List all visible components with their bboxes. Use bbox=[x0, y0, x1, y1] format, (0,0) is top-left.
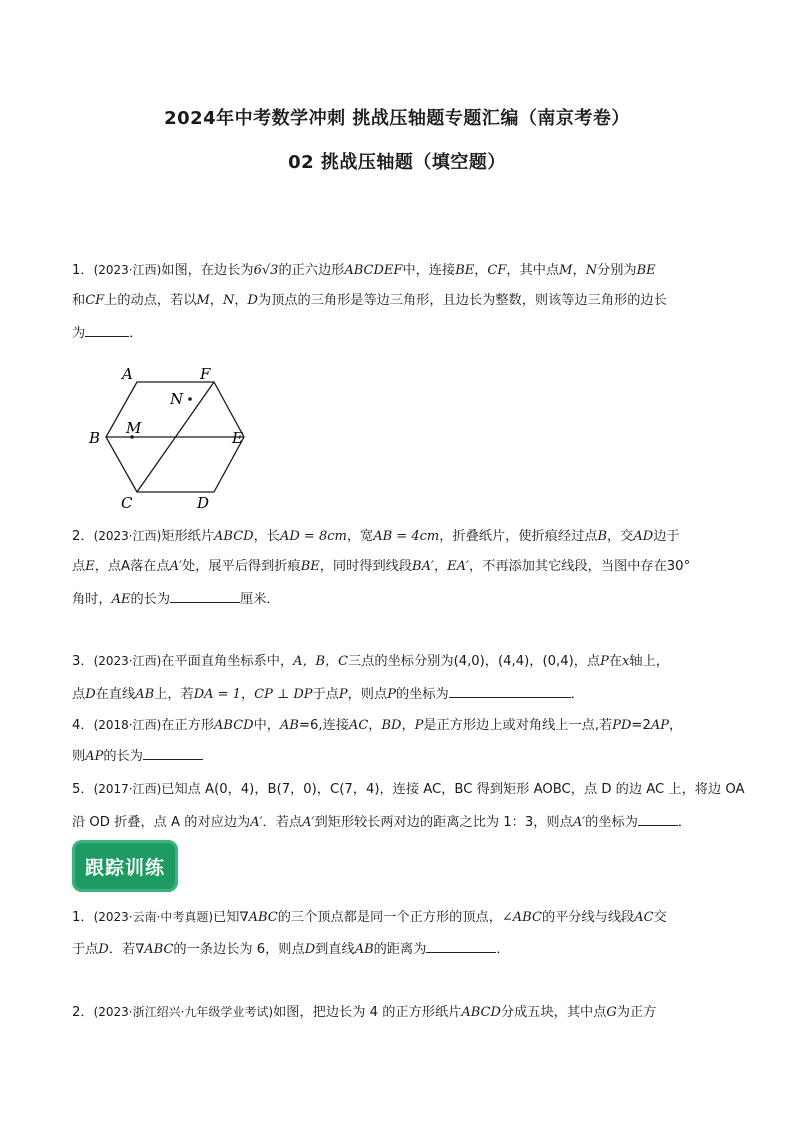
q1-text: 为 bbox=[72, 326, 86, 341]
q3-math: (4,0) bbox=[453, 654, 485, 669]
t1-text: ．若 bbox=[108, 942, 136, 957]
q4-math: ABCD bbox=[214, 718, 254, 733]
q4-text: 中， bbox=[253, 718, 280, 733]
q2-text: 厘米． bbox=[240, 592, 280, 607]
q2-text: ，同时得到线段 bbox=[319, 559, 413, 574]
t2-line1 bbox=[72, 1003, 732, 1022]
q5-number: 5． bbox=[72, 782, 94, 797]
q2-math: AD bbox=[633, 529, 654, 544]
q2-math: BE bbox=[300, 559, 320, 574]
t2-text: 为正方 bbox=[616, 1005, 657, 1020]
q2-text: ，宽 bbox=[346, 529, 374, 544]
hexagon-figure bbox=[84, 360, 254, 515]
label-d: D bbox=[197, 494, 210, 512]
q4-math: PD bbox=[612, 718, 632, 733]
q5-text: 已知点 A(0，4)，B(7，0)，C(7，4)，连接 AC，BC 得到矩形 AOBC，点 D 的边 AC 上，将边 OA bbox=[161, 782, 745, 797]
q1-text: ， bbox=[474, 263, 488, 278]
q3-text: 轴上， bbox=[629, 654, 669, 669]
q5-math: A′ bbox=[302, 815, 315, 830]
t1-math: D bbox=[98, 942, 109, 957]
q1-segment: BE bbox=[455, 263, 475, 278]
q4-number: 4． bbox=[72, 718, 94, 733]
label-m: M bbox=[126, 419, 142, 437]
q1-number: 1． bbox=[72, 263, 94, 278]
q2-source: (2023·江西) bbox=[93, 529, 162, 543]
t2-text: 分成五块，其中点 bbox=[500, 1005, 607, 1020]
q2-text: ，折叠纸片，使折痕经过点 bbox=[439, 529, 598, 544]
q1-text: 为顶点的三角形是等边三角形，且边长为整数，则该等边三角形的边长 bbox=[257, 293, 667, 308]
q4-math: AB bbox=[279, 718, 299, 733]
q3-text: 在 bbox=[608, 654, 623, 669]
q4-math: AC bbox=[348, 718, 369, 733]
q4-text: =2 bbox=[631, 718, 651, 733]
q1-text: 上的动点，若以 bbox=[104, 293, 197, 308]
q2-line2 bbox=[72, 558, 732, 576]
q4-source: (2018·江西) bbox=[93, 718, 162, 732]
t2-text: 如图，把边长为 4 的正方形纸片 bbox=[273, 1005, 462, 1020]
q1-text: ， bbox=[209, 293, 223, 308]
q1-segment: BE bbox=[636, 263, 656, 278]
q2-math: A′ bbox=[169, 559, 182, 574]
t2-math: G bbox=[606, 1005, 617, 1020]
answer-blank[interactable] bbox=[85, 324, 129, 337]
q3-text: 点 bbox=[72, 687, 86, 702]
q3-math: P bbox=[387, 687, 396, 702]
q5-line1 bbox=[72, 780, 745, 799]
q4-line1 bbox=[72, 716, 732, 735]
q3-text: ， bbox=[240, 687, 255, 702]
t2-source: (2023·浙江绍兴·九年级学业考试) bbox=[93, 1005, 274, 1019]
q2-math: AB = 4cm bbox=[373, 529, 440, 544]
q1-text: 如图，在边长为 bbox=[161, 263, 254, 278]
label-c: C bbox=[121, 494, 133, 512]
q4-math: AP bbox=[650, 718, 669, 733]
q1-line3 bbox=[72, 324, 732, 343]
t1-math: AB bbox=[354, 942, 374, 957]
t1-math: AC bbox=[634, 910, 654, 925]
q5-text: 到矩形较长两对边的距离之比为 1：3，则点 bbox=[314, 815, 573, 830]
q2-text: 角时， bbox=[72, 592, 112, 607]
q2-text: 处，展平后得到折痕 bbox=[182, 559, 301, 574]
page-subtitle: 02 挑战压轴题（填空题） bbox=[288, 152, 506, 173]
q5-text: 沿 OD 折叠，点 A 的对应边为 bbox=[72, 815, 251, 830]
q3-text: 于点 bbox=[312, 687, 339, 702]
q2-text: 矩形纸片 bbox=[161, 529, 215, 544]
q1-hexagon-name: ABCDEF bbox=[344, 263, 403, 278]
q1-text: 的正六边形 bbox=[278, 263, 345, 278]
q2-math: E bbox=[85, 559, 95, 574]
label-n: N bbox=[170, 390, 184, 408]
q4-text: 是正方形边上或对角线上一点,若 bbox=[423, 718, 613, 733]
q2-math: ABCD bbox=[214, 529, 254, 544]
t1-text: 于点 bbox=[72, 942, 99, 957]
answer-blank[interactable] bbox=[426, 940, 496, 953]
q2-text: ， bbox=[433, 559, 448, 574]
q1-segment: CF bbox=[487, 263, 507, 278]
label-e: E bbox=[232, 429, 243, 447]
q3-text: ，则点 bbox=[347, 687, 388, 702]
q1-point: D bbox=[247, 293, 258, 308]
q5-source: (2017·江西) bbox=[93, 782, 162, 796]
t1-text: 的平分线与线段 bbox=[541, 910, 635, 925]
q1-side-length: 6√3 bbox=[253, 263, 279, 278]
q4-math: BD bbox=[381, 718, 402, 733]
point-n-dot bbox=[188, 397, 192, 401]
answer-blank[interactable] bbox=[449, 685, 571, 698]
t1-math: ∠ABC bbox=[501, 910, 542, 925]
q4-text: ， bbox=[401, 718, 415, 733]
q3-math: D bbox=[85, 687, 96, 702]
q3-text: ， bbox=[529, 654, 543, 669]
q5-text: ．若点 bbox=[262, 815, 303, 830]
q3-text: ． bbox=[570, 687, 584, 702]
q3-math: P bbox=[338, 687, 348, 702]
t1-math: D bbox=[304, 942, 316, 957]
label-f: F bbox=[200, 365, 211, 383]
t2-number: 2． bbox=[72, 1005, 94, 1020]
q3-text: ，点 bbox=[573, 654, 601, 669]
q4-text: ， bbox=[368, 718, 382, 733]
q3-line2 bbox=[72, 685, 732, 704]
t1-text: 交 bbox=[653, 910, 667, 925]
q2-line1 bbox=[72, 527, 732, 546]
q5-math: A′ bbox=[250, 815, 263, 830]
q2-math: BA′ bbox=[412, 559, 434, 574]
q3-line1 bbox=[72, 652, 732, 671]
q1-point: M bbox=[196, 293, 210, 308]
q2-line3 bbox=[72, 590, 732, 609]
q3-text: 的坐标为 bbox=[395, 687, 449, 702]
q4-text: 在正方形 bbox=[161, 718, 215, 733]
q1-line2 bbox=[72, 292, 732, 310]
t1-line1 bbox=[72, 908, 732, 927]
q5-math: A′ bbox=[572, 815, 586, 830]
answer-blank[interactable] bbox=[638, 813, 678, 826]
q3-text: 上，若 bbox=[154, 687, 194, 702]
q1-source: (2023·江西) bbox=[93, 263, 162, 277]
q2-math: EA′ bbox=[447, 559, 469, 574]
q2-math: AD = 8cm bbox=[279, 529, 347, 544]
q1-text: ． bbox=[129, 326, 143, 341]
q2-text: 边于 bbox=[653, 529, 680, 544]
t1-text: 的一条边长为 6，则点 bbox=[173, 942, 305, 957]
t1-math: ∇ABC bbox=[135, 942, 174, 957]
t1-text: 已知 bbox=[213, 910, 240, 925]
q3-math: AB bbox=[135, 687, 155, 702]
q2-text: ，长 bbox=[253, 529, 280, 544]
q1-text: ， bbox=[234, 293, 248, 308]
q1-text: ， bbox=[572, 263, 586, 278]
q4-text: 的长为 bbox=[103, 749, 143, 764]
q3-text: 在平面直角坐标系中， bbox=[161, 654, 294, 669]
q3-math: DA = 1 bbox=[193, 687, 241, 702]
q2-text: ，点A落在点 bbox=[94, 559, 170, 574]
page-title: 2024年中考数学冲刺 挑战压轴题专题汇编（南京考卷） bbox=[164, 108, 630, 129]
t1-source: (2023·云南·中考真题) bbox=[93, 910, 214, 924]
t1-text: 到直线 bbox=[315, 942, 355, 957]
q3-text: 在直线 bbox=[95, 687, 136, 702]
q1-point: N bbox=[222, 293, 235, 308]
t1-text: 的距离为 bbox=[373, 942, 427, 957]
t1-line2 bbox=[72, 940, 732, 959]
q1-segment: CF bbox=[85, 293, 105, 308]
t2-math: ABCD bbox=[461, 1005, 501, 1020]
t1-number: 1． bbox=[72, 910, 94, 925]
q2-number: 2． bbox=[72, 529, 94, 544]
q5-text: 的坐标为 bbox=[585, 815, 638, 830]
t1-math: ∇ABC bbox=[239, 910, 278, 925]
q2-text: ，不再添加其它线段，当图中存在30° bbox=[468, 559, 691, 574]
q3-math: A，B，C bbox=[293, 654, 349, 669]
q4-text: =6,连接 bbox=[298, 718, 349, 733]
q4-math: P bbox=[414, 718, 424, 733]
q1-text: 中，连接 bbox=[402, 263, 456, 278]
answer-blank[interactable] bbox=[143, 747, 203, 760]
q2-text: 点 bbox=[72, 559, 86, 574]
q3-math: CP ⊥ DP bbox=[254, 687, 313, 702]
q3-number: 3． bbox=[72, 654, 94, 669]
q3-text: ， bbox=[484, 654, 499, 669]
q2-math: AE bbox=[111, 592, 131, 607]
q2-text: 的长为 bbox=[130, 592, 171, 607]
q3-math: (4,4) bbox=[498, 654, 530, 669]
q1-text: 和 bbox=[72, 293, 86, 308]
q4-text: 则 bbox=[72, 749, 86, 764]
q3-text: 三点的坐标分别为 bbox=[348, 654, 454, 669]
q1-line1 bbox=[72, 261, 732, 280]
q4-math: AP bbox=[85, 749, 104, 764]
q1-point: M bbox=[559, 263, 573, 278]
q4-line2 bbox=[72, 747, 732, 766]
answer-blank[interactable] bbox=[170, 590, 240, 603]
q1-text: 分别为 bbox=[597, 263, 637, 278]
q1-point: N bbox=[585, 263, 598, 278]
q2-text: ，交 bbox=[607, 529, 634, 544]
label-b: B bbox=[89, 429, 101, 447]
q5-text: ． bbox=[677, 815, 692, 830]
q2-math: B bbox=[597, 529, 608, 544]
q5-line2 bbox=[72, 813, 732, 832]
q3-math: x bbox=[622, 654, 630, 669]
q3-math: (0,4) bbox=[542, 654, 574, 669]
label-a: A bbox=[122, 365, 133, 383]
q1-text: ，其中点 bbox=[506, 263, 560, 278]
q3-source: (2023·江西) bbox=[93, 654, 162, 668]
t1-text: 的三个顶点都是同一个正方形的顶点， bbox=[277, 910, 502, 925]
q3-math: P bbox=[600, 654, 609, 669]
q4-text: ， bbox=[669, 718, 683, 733]
t1-text: ． bbox=[496, 942, 510, 957]
section-badge: 跟踪训练 bbox=[72, 840, 178, 892]
